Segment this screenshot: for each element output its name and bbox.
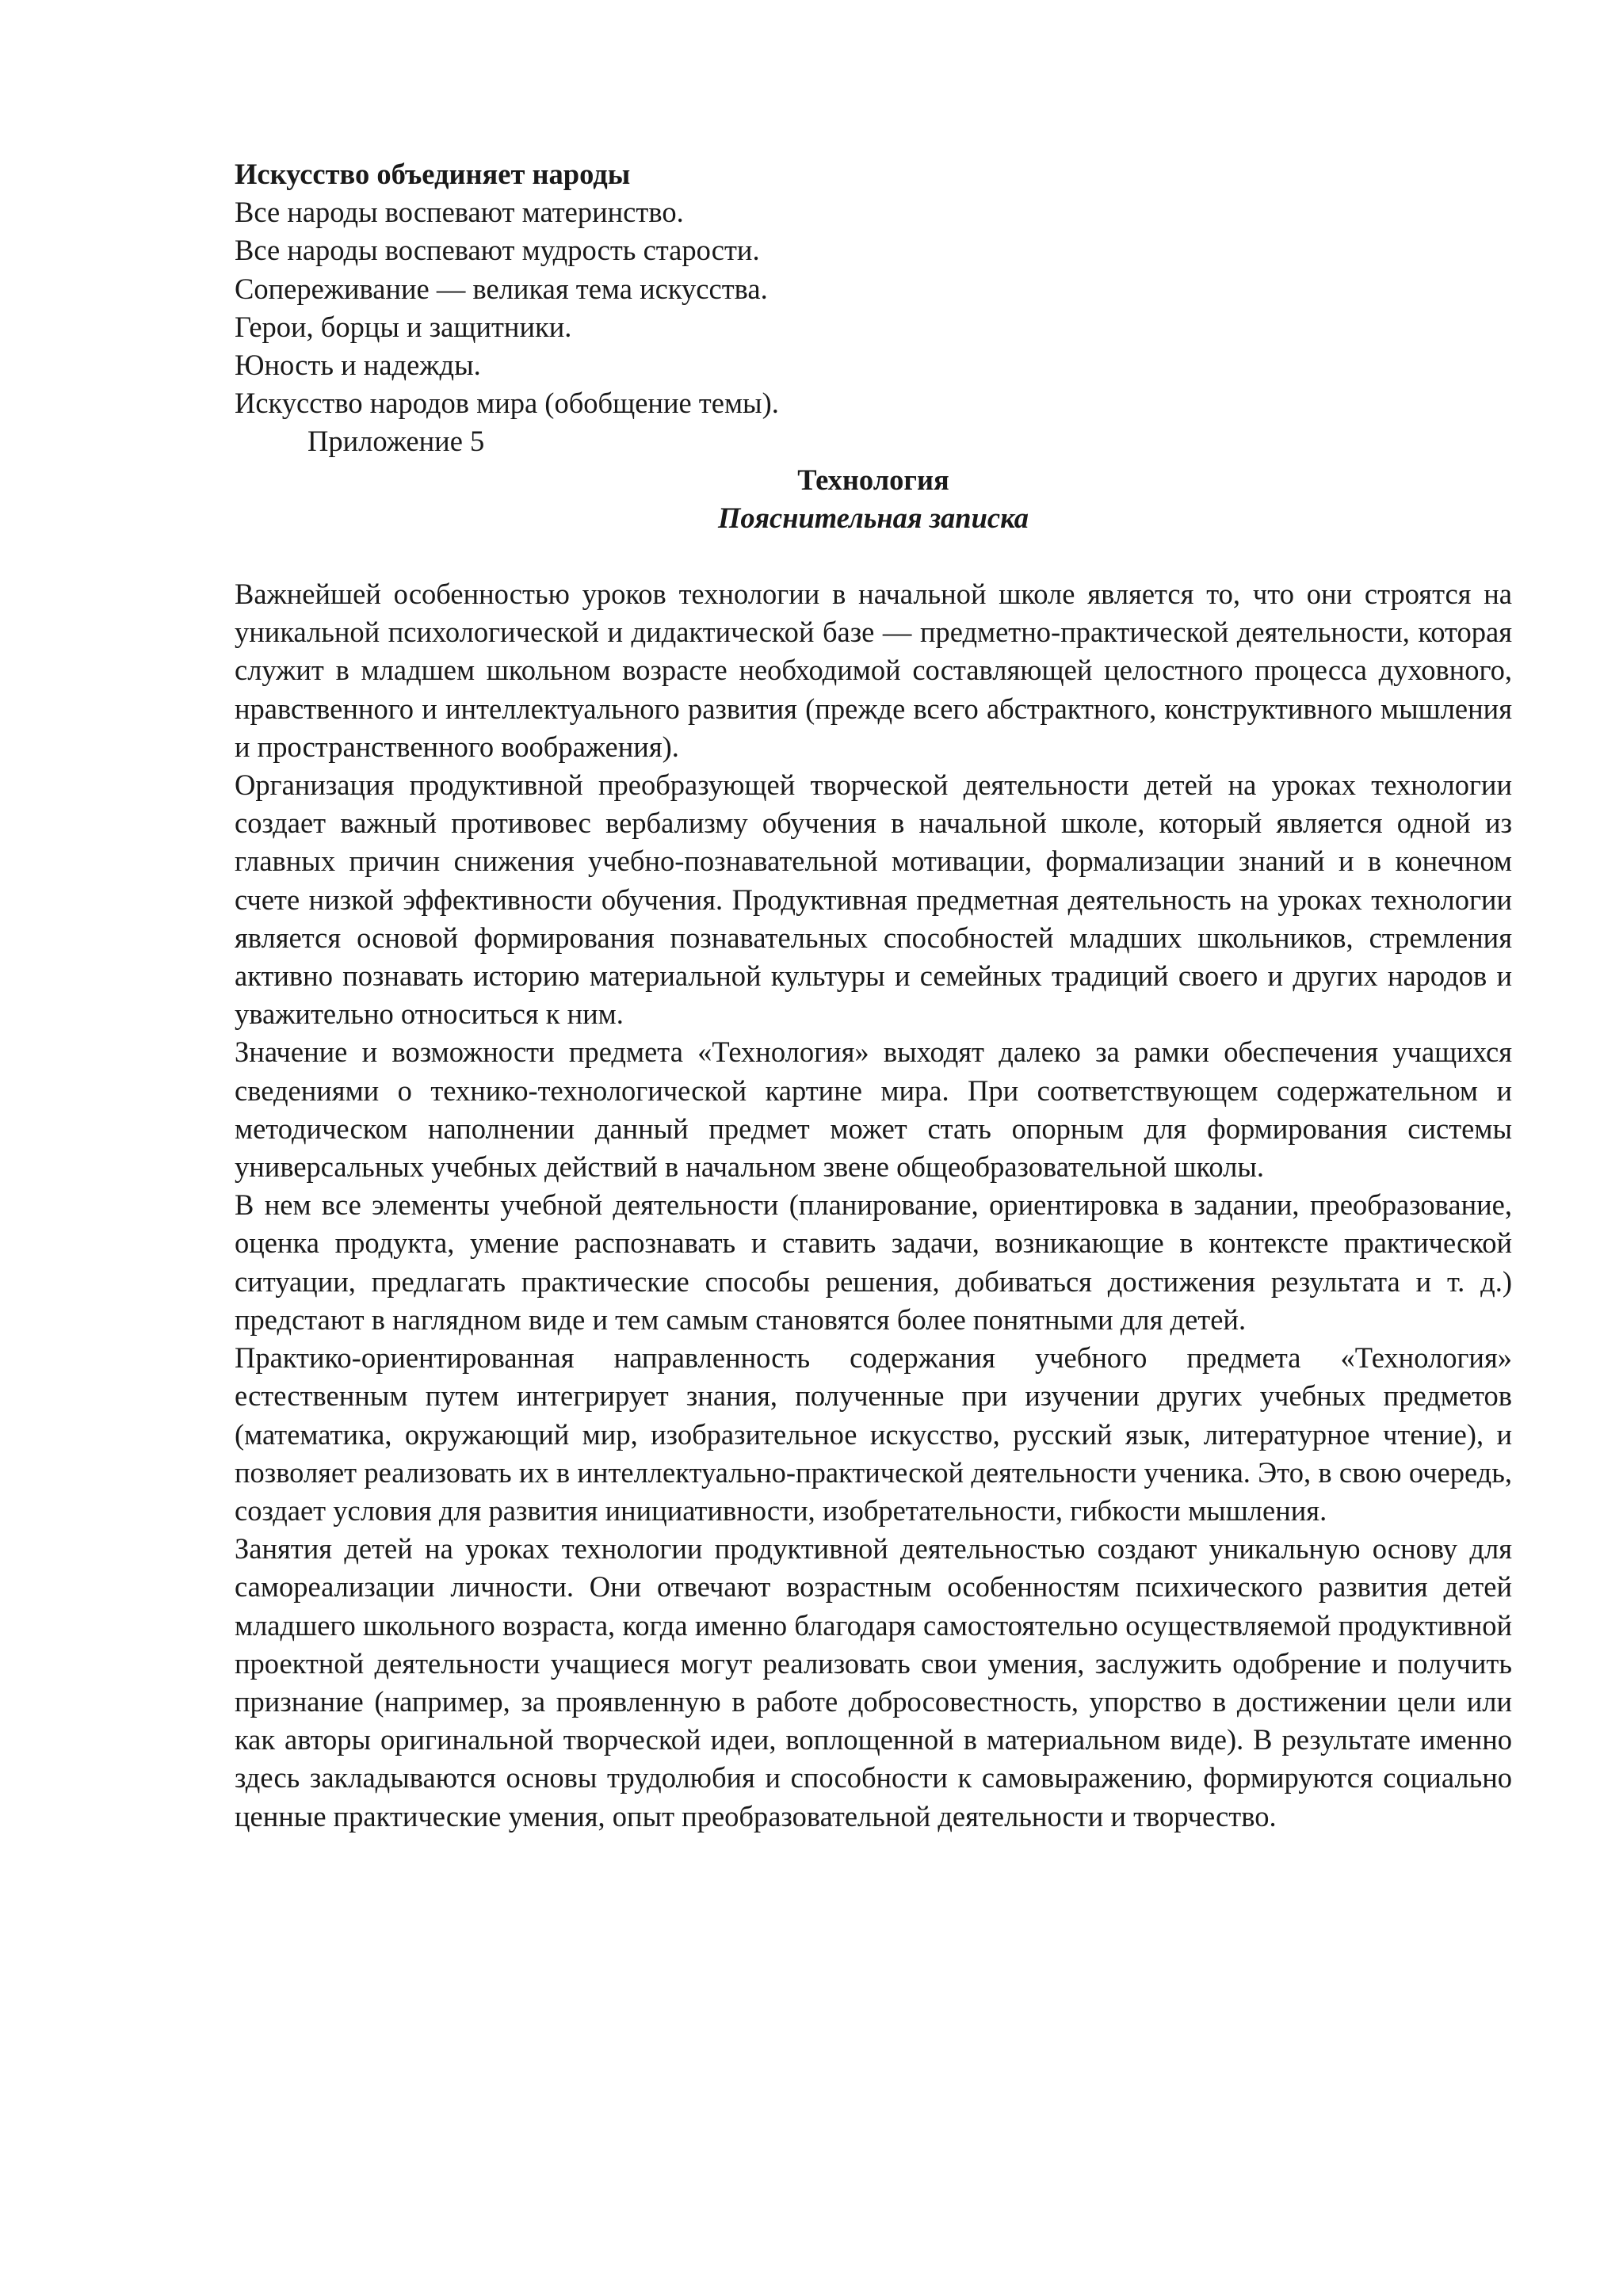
list-item: Искусство народов мира (обобщение темы). (235, 387, 779, 420)
section-title: Технология (797, 463, 949, 496)
paragraph: Значение и возможности предмета «Технология» выходят далеко за рамки обеспечения учащихся сведениями о технико-технологической картине мира. При соответствующем содержательном и методическом наполнении данный предмет может стать опорным для формирования системы универсальных учебных действий в начальном звене общеобразовательной школы. (235, 1035, 1512, 1184)
section-subtitle: Пояснительная записка (718, 501, 1029, 534)
list-heading: Искусство объединяет народы (235, 158, 631, 190)
paragraph: Занятия детей на уроках технологии продуктивной деятельностью создают уникальную основу для самореализации личности. Они отвечают возрастным особенностям психического развития детей младшего школьного возраста, когда именно благодаря самостоятельно осуществляемой продуктивной проектной деятельности учащиеся могут реализовать свои умения, заслужить одобрение и получить признание (например, за проявленную в работе добросовестность, упорство в достижении цели или как авторы оригинальной творческой идеи, воплощенной в материальном виде). В результате именно здесь закладываются основы трудолюбия и способности к самовыражению, формируются социально ценные практические умения, опыт преобразовательной деятельности и творчество. (235, 1532, 1512, 1833)
page-content (235, 155, 1512, 1836)
list-item: Юность и надежды. (235, 349, 481, 382)
paragraph: Важнейшей особенностью уроков технологии в начальной школе является то, что они строятся на уникальной психологической и дидактической базе — предметно-практической деятельности, которая служит в младшем школьном возрасте необходимой составляющей целостного процесса духовного, нравственного и интеллектуального развития (прежде всего абстрактного, конструктивного мышления и пространственного воображения). (235, 578, 1512, 763)
paragraph: В нем все элементы учебной деятельности (планирование, ориентировка в задании, преобразование, оценка продукта, умение распознавать и ставить задачи, возникающие в контексте практической ситуации, предлагать практические способы решения, добиваться достижения результата и т. д.) предстают в наглядном виде и тем самым становятся более понятными для детей. (235, 1188, 1512, 1336)
appendix-label: Приложение 5 (307, 425, 485, 458)
paragraph: Организация продуктивной преобразующей творческой деятельности детей на уроках технологии создает важный противовес вербализму обучения в начальной школе, который является одной из главных причин снижения учебно-познавательной мотивации, формализации знаний и в конечном счете низкой эффективности обучения. Продуктивная предметная деятельность на уроках технологии является основой формирования познавательных способностей младших школьников, стремления активно познавать историю материальной культуры и семейных традиций своего и других народов и уважительно относиться к ним. (235, 769, 1512, 1031)
list-item: Сопереживание — великая тема искусства. (235, 272, 768, 305)
list-item: Все народы воспевают мудрость старости. (235, 234, 760, 267)
paragraph: Практико-ориентированная направленность содержания учебного предмета «Технология» естественным путем интегрирует знания, полученные при изучении других учебных предметов (математика, окружающий мир, изобразительное искусство, русский язык, литературное чтение), и позволяет реализовать их в интеллектуально-практической деятельности ученика. Это, в свою очередь, создает условия для развития инициативности, изобретательности, гибкости мышления. (235, 1341, 1512, 1527)
list-item: Все народы воспевают материнство. (235, 196, 684, 229)
list-item: Герои, борцы и защитники. (235, 310, 572, 343)
